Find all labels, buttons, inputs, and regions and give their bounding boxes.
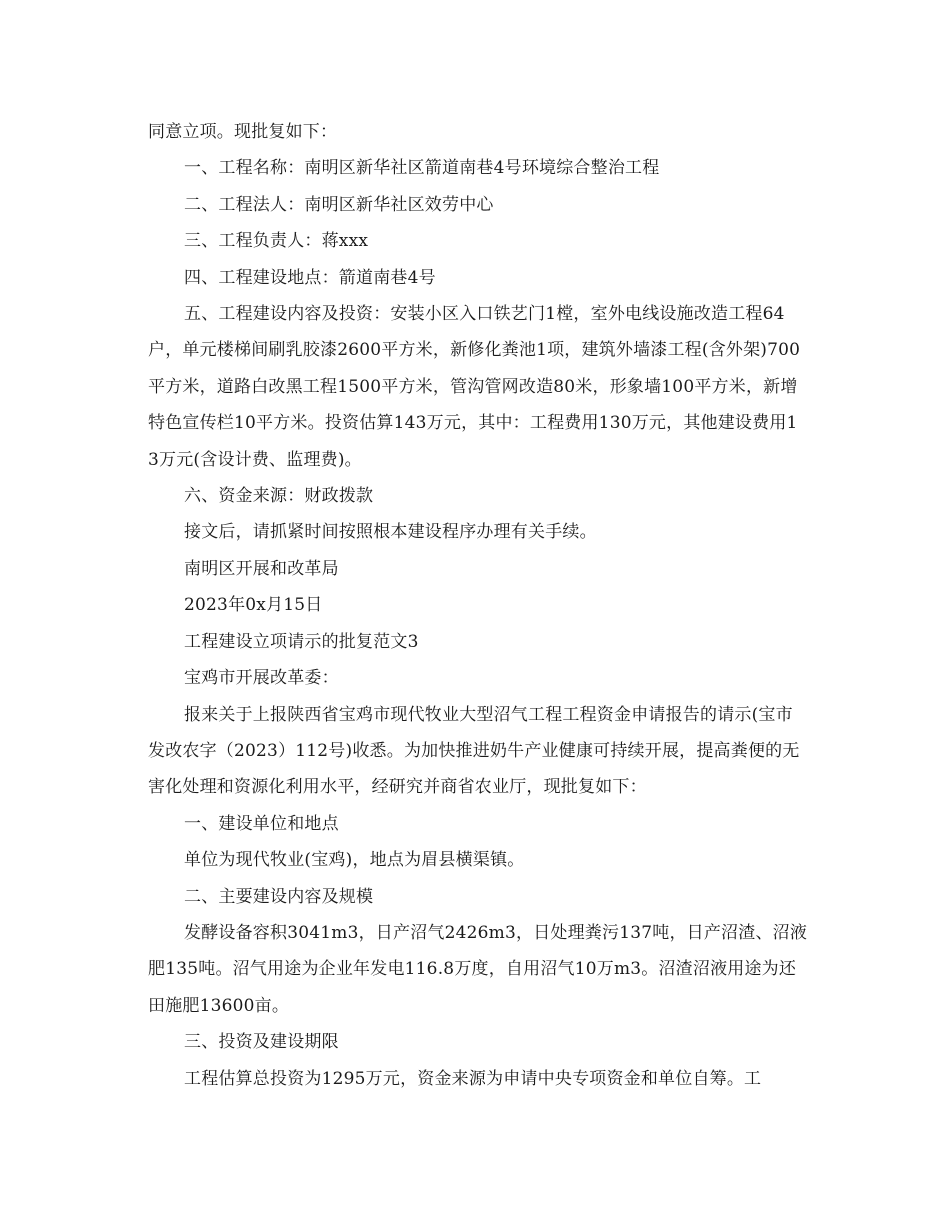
paragraph: 同意立项。现批复如下： — [148, 122, 338, 142]
paragraph: 六、资金来源：财政拨款 — [184, 486, 374, 507]
paragraph: 一、建设单位和地点 — [184, 813, 339, 834]
paragraph: 三、投资及建设期限 — [184, 1032, 339, 1053]
paragraph: 一、工程名称：南明区新华社区箭道南巷4号环境综合整治工程 — [184, 158, 660, 179]
paragraph: 接文后，请抓紧时间按照根本建设程序办理有关手续。 — [184, 522, 597, 543]
paragraph: 二、主要建设内容及规模 — [184, 886, 374, 907]
paragraph: 2023年0x月15日 — [184, 595, 323, 616]
paragraph: 宝鸡市开展改革委： — [184, 668, 339, 689]
document-body — [148, 114, 808, 1097]
paragraph: 三、工程负责人：蒋xxx — [184, 231, 369, 252]
paragraph: 单位为现代牧业(宝鸡)，地点为眉县横渠镇。 — [184, 850, 525, 871]
paragraph: 五、工程建设内容及投资：安装小区入口铁艺门1樘，室外电线设施改造工程64户，单元楼梯间刷乳胶漆2600平方米，新修化粪池1项，建筑外墙漆工程(含外架)700平方米，道路白改黑工程1500平方米，管沟管网改造80米，形象墙100平方米，新增特色宣传栏10平方米。投资估算143万元，其中：工程费用130万元，其他建设费用13万元(含设计费、监理费)。 — [148, 304, 801, 470]
paragraph: 工程估算总投资为1295万元，资金来源为申请中央专项资金和单位自筹。工 — [184, 1068, 762, 1089]
paragraph: 报来关于上报陕西省宝鸡市现代牧业大型沼气工程工程资金申请报告的请示(宝市发改农字（2023）112号)收悉。为加快推进奶牛产业健康可持续开展，提高粪便的无害化处理和资源化利用水平，经研究并商省农业厅，现批复如下： — [148, 704, 800, 798]
paragraph: 二、工程法人：南明区新华社区效劳中心 — [184, 194, 494, 215]
paragraph: 工程建设立项请示的批复范文3 — [184, 631, 419, 652]
paragraph: 四、工程建设地点：箭道南巷4号 — [184, 267, 436, 288]
paragraph: 发酵设备容积3041m3，日产沼气2426m3，日处理粪污137吨，日产沼渣、沼液肥135吨。沼气用途为企业年发电116.8万度，自用沼气10万m3。沼渣沼液用途为还田施肥13600亩。 — [148, 922, 808, 1016]
paragraph: 南明区开展和改革局 — [184, 558, 339, 579]
